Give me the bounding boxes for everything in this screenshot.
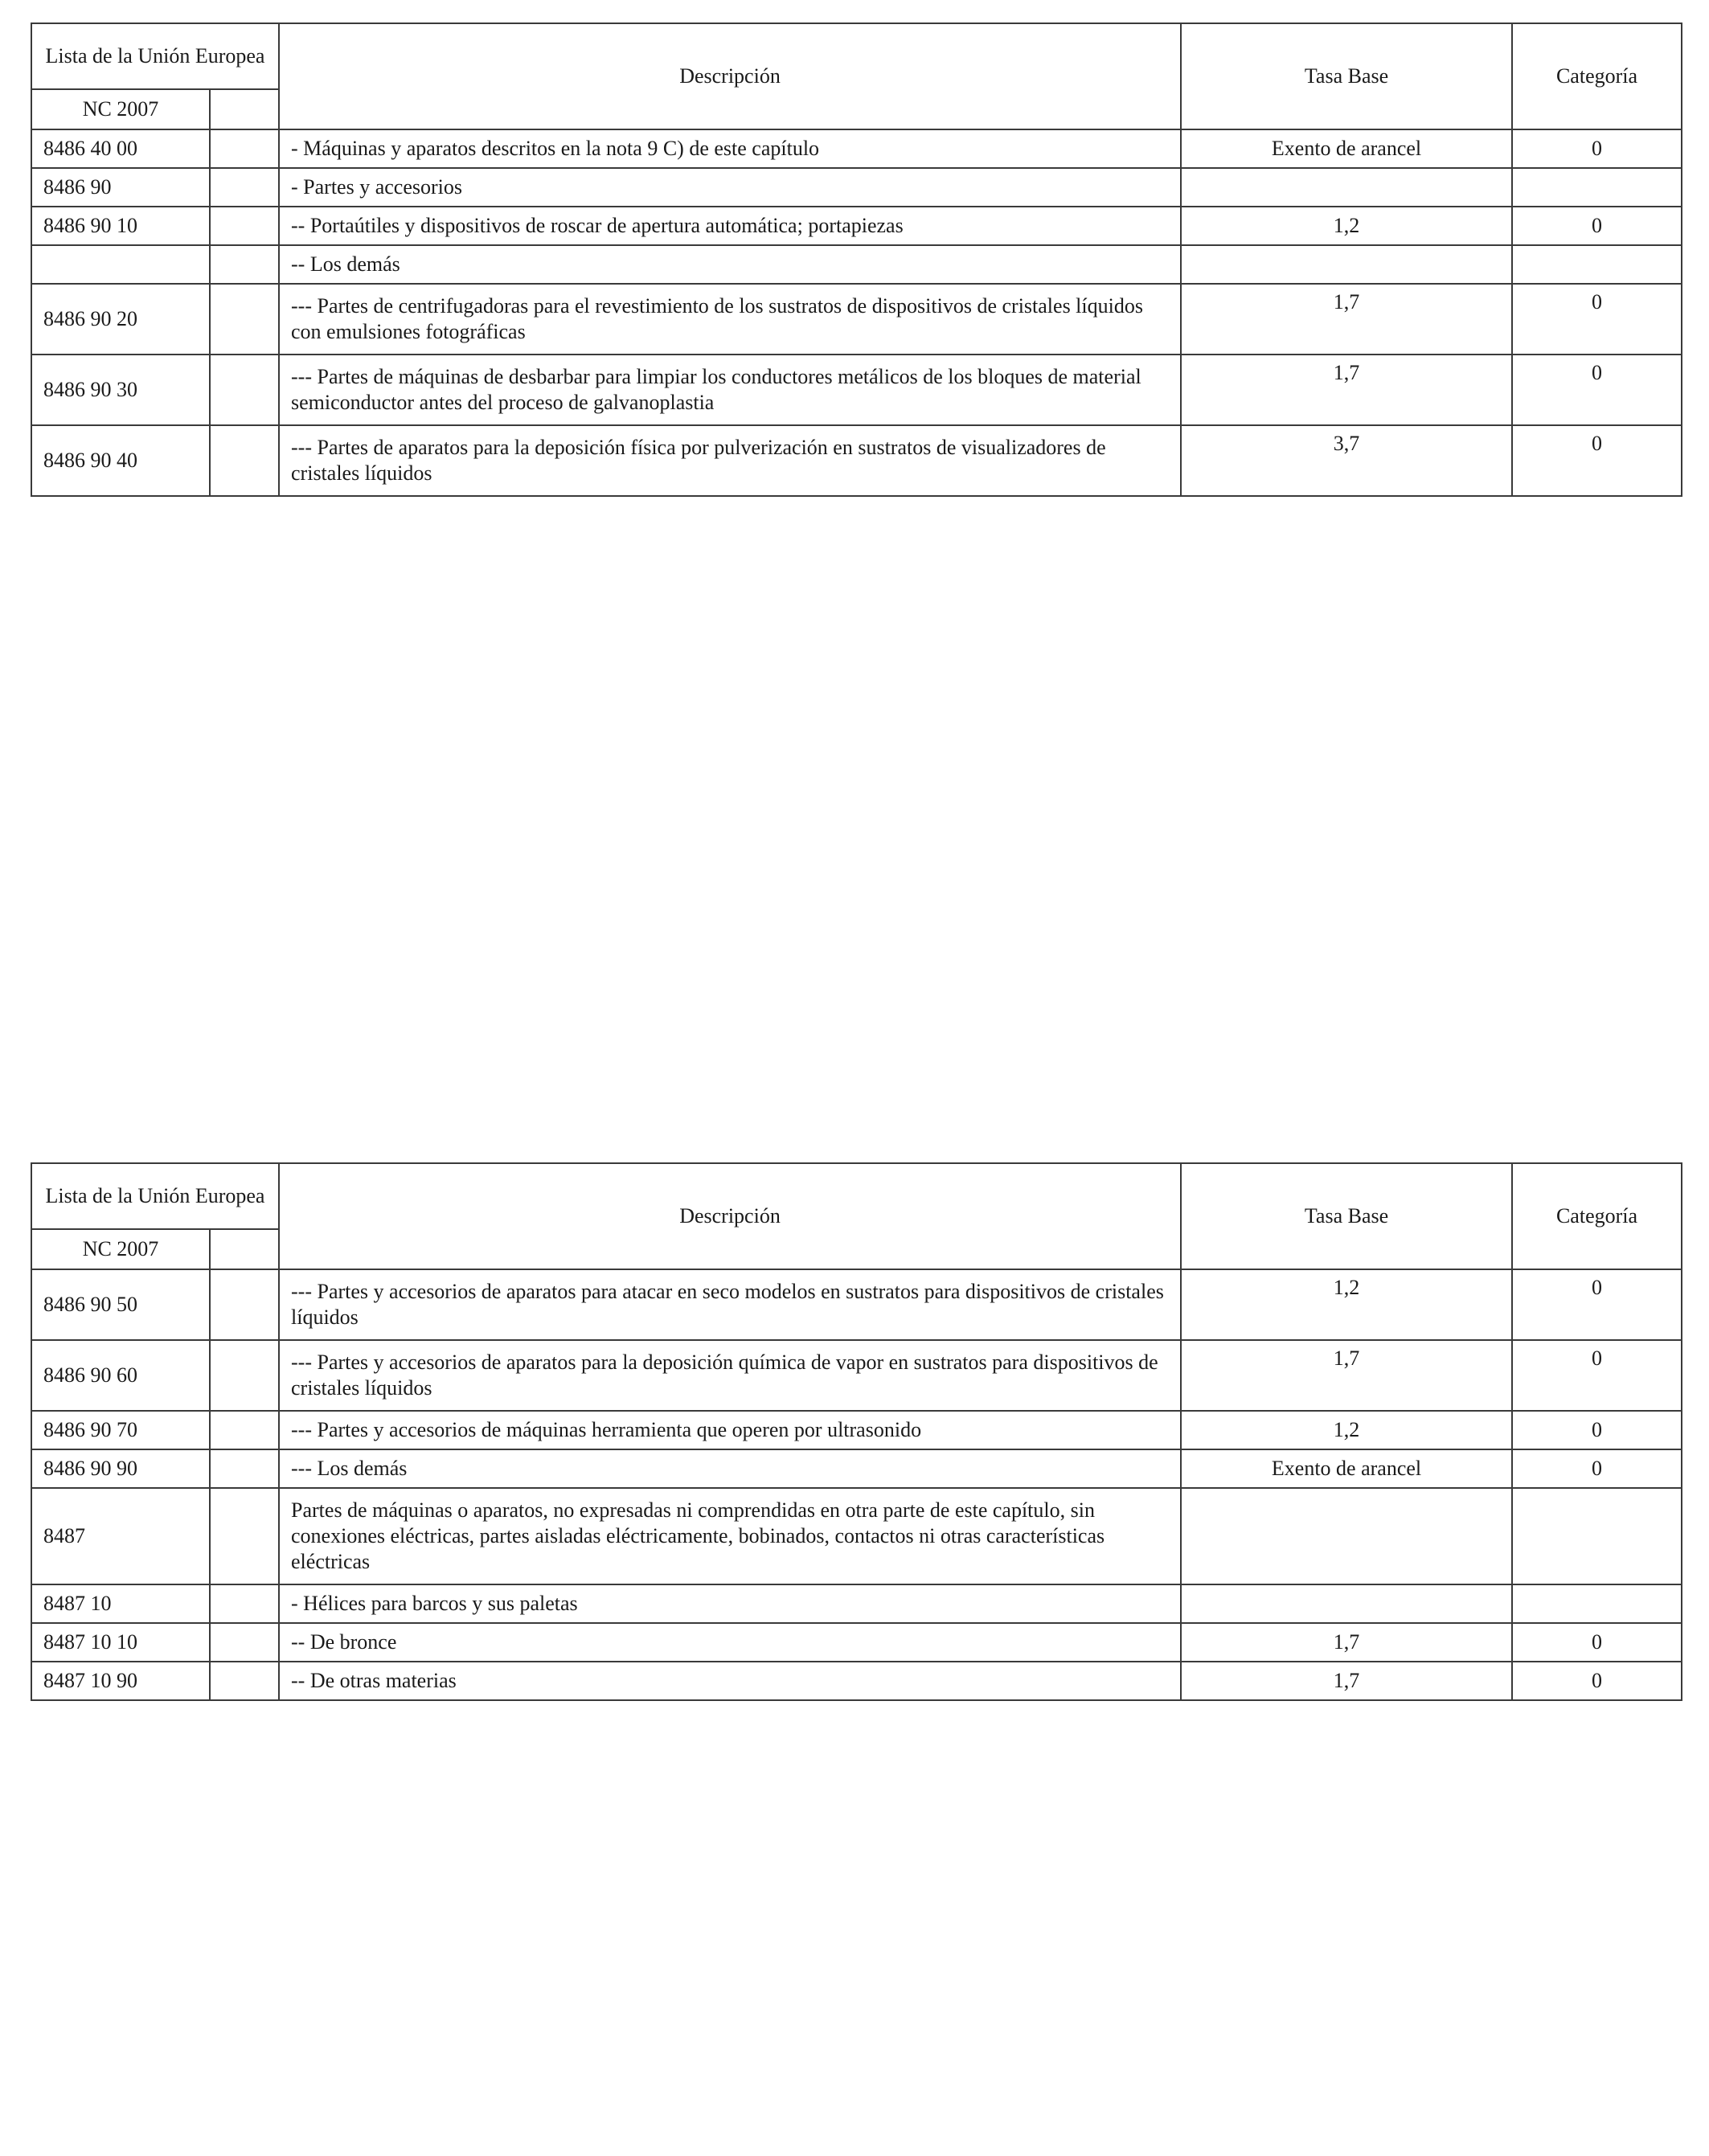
cell-description: - Hélices para barcos y sus paletas <box>279 1584 1181 1623</box>
table-row <box>31 1488 1682 1584</box>
table-row <box>31 1449 1682 1488</box>
cell-code: 8486 90 20 <box>31 284 210 355</box>
tariff-table-1 <box>31 23 1682 497</box>
cell-description: --- Partes y accesorios de aparatos para la deposición química de vapor en sustratos para dispositivos de cristales líquidos <box>279 1340 1181 1411</box>
cell-category: 0 <box>1512 1340 1682 1411</box>
cell-description: -- Los demás <box>279 245 1181 284</box>
cell-blank <box>210 1488 279 1584</box>
table-row <box>31 355 1682 425</box>
cell-rate <box>1181 245 1512 284</box>
cell-blank <box>210 245 279 284</box>
header-description: Descripción <box>279 23 1181 129</box>
cell-description: --- Partes de centrifugadoras para el revestimiento de los sustratos de dispositivos de cristales líquidos con emulsiones fotográficas <box>279 284 1181 355</box>
cell-category <box>1512 1584 1682 1623</box>
cell-rate: 1,7 <box>1181 355 1512 425</box>
cell-rate: 1,7 <box>1181 1340 1512 1411</box>
table-row <box>31 1623 1682 1662</box>
cell-description: --- Partes de aparatos para la deposición física por pulverización en sustratos de visualizadores de cristales líquidos <box>279 425 1181 496</box>
cell-code: 8487 10 90 <box>31 1662 210 1700</box>
cell-rate: 1,7 <box>1181 1662 1512 1700</box>
cell-rate <box>1181 1584 1512 1623</box>
table-header-row <box>31 23 1682 89</box>
cell-blank <box>210 284 279 355</box>
cell-rate: 3,7 <box>1181 425 1512 496</box>
cell-code: 8486 90 90 <box>31 1449 210 1488</box>
cell-code: 8486 90 70 <box>31 1411 210 1449</box>
header-eu-list: Lista de la Unión Europea <box>31 23 279 89</box>
cell-rate <box>1181 168 1512 207</box>
cell-category <box>1512 245 1682 284</box>
header-base-rate: Tasa Base <box>1181 1163 1512 1269</box>
cell-blank <box>210 1584 279 1623</box>
cell-blank <box>210 207 279 245</box>
cell-rate: 1,2 <box>1181 207 1512 245</box>
table-row <box>31 425 1682 496</box>
cell-rate: 1,2 <box>1181 1269 1512 1340</box>
cell-category: 0 <box>1512 207 1682 245</box>
cell-blank <box>210 1411 279 1449</box>
cell-description: Partes de máquinas o aparatos, no expresadas ni comprendidas en otra parte de este capítulo, sin conexiones eléctricas, partes aisladas eléctricamente, bobinados, contactos ni otras características eléctricas <box>279 1488 1181 1584</box>
cell-code: 8486 90 60 <box>31 1340 210 1411</box>
cell-category <box>1512 1488 1682 1584</box>
cell-description: -- De bronce <box>279 1623 1181 1662</box>
cell-category: 0 <box>1512 284 1682 355</box>
cell-blank <box>210 1340 279 1411</box>
cell-code: 8486 90 50 <box>31 1269 210 1340</box>
cell-category <box>1512 168 1682 207</box>
cell-description: --- Partes de máquinas de desbarbar para limpiar los conductores metálicos de los bloques de material semiconductor antes del proceso de galvanoplastia <box>279 355 1181 425</box>
cell-description: -- Portaútiles y dispositivos de roscar de apertura automática; portapiezas <box>279 207 1181 245</box>
cell-code: 8486 90 <box>31 168 210 207</box>
cell-category: 0 <box>1512 1623 1682 1662</box>
cell-blank <box>210 425 279 496</box>
cell-description: - Máquinas y aparatos descritos en la nota 9 C) de este capítulo <box>279 129 1181 168</box>
header-blank-cell <box>210 1229 279 1269</box>
cell-description: --- Partes y accesorios de máquinas herramienta que operen por ultrasonido <box>279 1411 1181 1449</box>
cell-blank <box>210 168 279 207</box>
header-blank-cell <box>210 89 279 129</box>
table-row <box>31 1662 1682 1700</box>
header-category: Categoría <box>1512 23 1682 129</box>
cell-code: 8486 90 30 <box>31 355 210 425</box>
cell-code: 8486 90 10 <box>31 207 210 245</box>
cell-code: 8487 10 10 <box>31 1623 210 1662</box>
table-header-row <box>31 1163 1682 1229</box>
cell-category: 0 <box>1512 1411 1682 1449</box>
cell-description: --- Partes y accesorios de aparatos para atacar en seco modelos en sustratos para dispositivos de cristales líquidos <box>279 1269 1181 1340</box>
cell-rate <box>1181 1488 1512 1584</box>
cell-category: 0 <box>1512 355 1682 425</box>
cell-code: 8487 10 <box>31 1584 210 1623</box>
cell-code: 8486 40 00 <box>31 129 210 168</box>
cell-code: 8487 <box>31 1488 210 1584</box>
header-nc-2007: NC 2007 <box>31 1229 210 1269</box>
table-row <box>31 284 1682 355</box>
header-eu-list: Lista de la Unión Europea <box>31 1163 279 1229</box>
cell-rate: 1,7 <box>1181 284 1512 355</box>
header-category: Categoría <box>1512 1163 1682 1269</box>
cell-code: 8486 90 40 <box>31 425 210 496</box>
cell-blank <box>210 1623 279 1662</box>
cell-category: 0 <box>1512 1449 1682 1488</box>
cell-category: 0 <box>1512 1662 1682 1700</box>
table-row <box>31 168 1682 207</box>
cell-blank <box>210 129 279 168</box>
cell-rate: 1,2 <box>1181 1411 1512 1449</box>
table-row <box>31 1584 1682 1623</box>
cell-category: 0 <box>1512 1269 1682 1340</box>
table-row <box>31 207 1682 245</box>
cell-blank <box>210 1662 279 1700</box>
cell-description: --- Los demás <box>279 1449 1181 1488</box>
cell-blank <box>210 355 279 425</box>
tariff-table-2 <box>31 1162 1682 1701</box>
table-row <box>31 245 1682 284</box>
cell-category: 0 <box>1512 425 1682 496</box>
cell-code <box>31 245 210 284</box>
table-row <box>31 1340 1682 1411</box>
table-row <box>31 129 1682 168</box>
table-row <box>31 1411 1682 1449</box>
cell-category: 0 <box>1512 129 1682 168</box>
cell-blank <box>210 1449 279 1488</box>
cell-rate: 1,7 <box>1181 1623 1512 1662</box>
cell-description: - Partes y accesorios <box>279 168 1181 207</box>
header-base-rate: Tasa Base <box>1181 23 1512 129</box>
header-description: Descripción <box>279 1163 1181 1269</box>
cell-rate: Exento de arancel <box>1181 129 1512 168</box>
cell-blank <box>210 1269 279 1340</box>
header-nc-2007: NC 2007 <box>31 89 210 129</box>
cell-description: -- De otras materias <box>279 1662 1181 1700</box>
cell-rate: Exento de arancel <box>1181 1449 1512 1488</box>
table-row <box>31 1269 1682 1340</box>
